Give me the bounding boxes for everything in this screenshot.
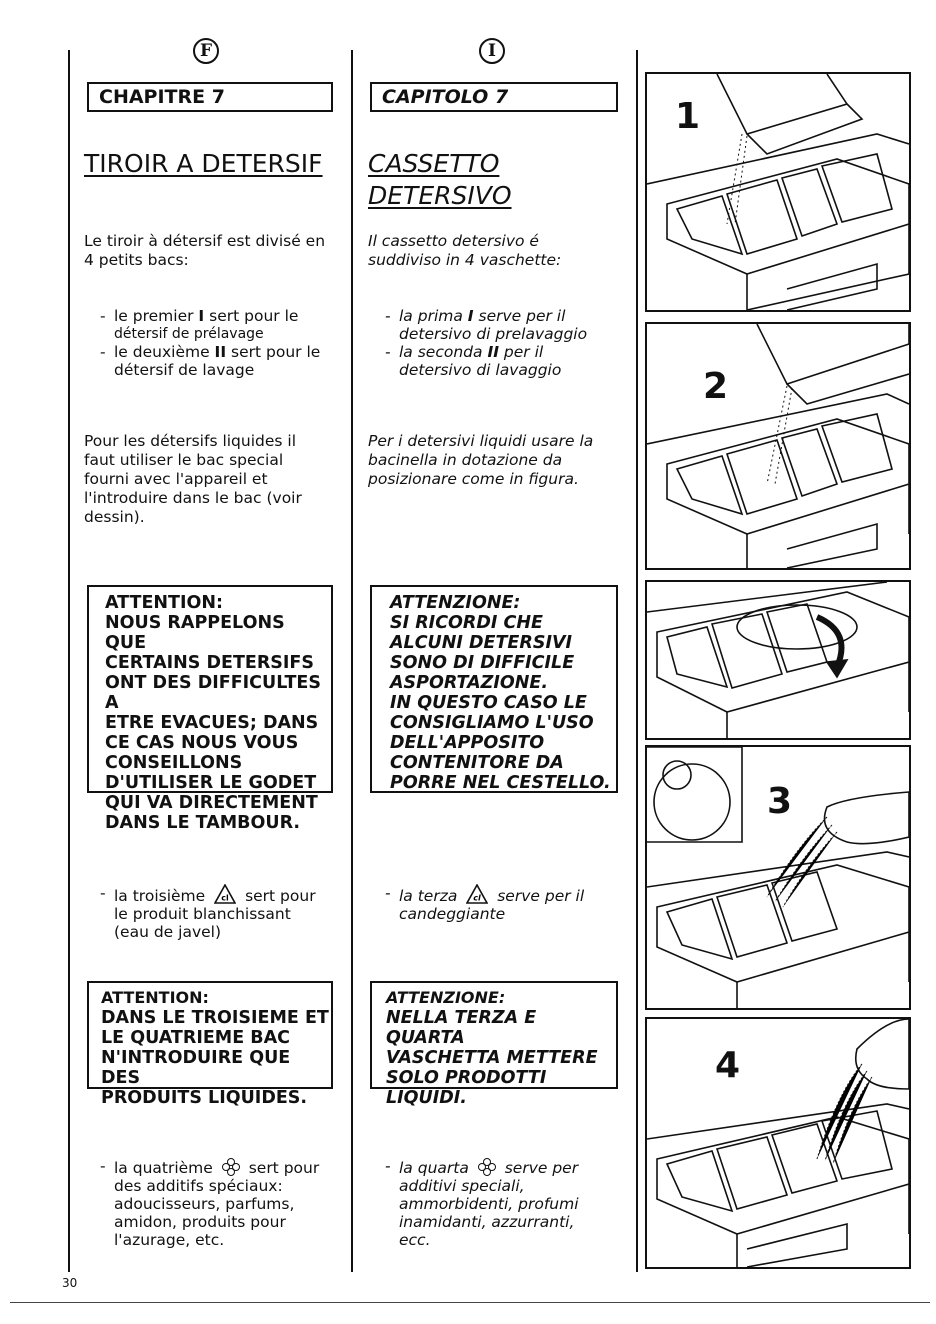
warning-triangle-icon xyxy=(466,884,488,904)
illustration-step-3 xyxy=(645,745,911,1010)
attention-box-french xyxy=(87,585,333,833)
attention-box-italian-liquids xyxy=(370,981,618,1108)
flower-icon xyxy=(477,1157,497,1177)
illustration-liquid-container xyxy=(645,580,911,740)
column-divider-left xyxy=(68,50,70,1272)
detergent-drawer-illustration xyxy=(647,1019,909,1267)
compartment-list-italian xyxy=(385,307,630,379)
warning-triangle-icon xyxy=(214,884,236,904)
intro-text-french: Le tiroir à détersif est divisé en 4 petits bacs: xyxy=(84,232,326,269)
step-number-1: 1 xyxy=(675,96,701,137)
fourth-compartment-french xyxy=(100,1157,345,1249)
step-number-2: 2 xyxy=(703,366,729,407)
intro-text-italian: Il cassetto detersivo é suddiviso in 4 vaschette: xyxy=(368,232,562,269)
liquid-note-italian: Per i detersivi liquidi usare la bacinella in dotazione da posizionare come in figura. xyxy=(368,432,594,488)
attention-heading: ATTENZIONE: xyxy=(386,988,506,1007)
list-item: - le deuxième II sert pour le détersif de lavage xyxy=(100,343,345,379)
attention-body: DANS LE TROISIEME ET LE QUATRIEME BAC N'INTRODUIRE QUE DES PRODUITS LIQUIDES. xyxy=(101,1008,329,1108)
illustration-step-4 xyxy=(645,1017,911,1269)
attention-heading: ATTENZIONE: xyxy=(390,593,521,613)
attention-heading: ATTENTION: xyxy=(105,593,224,613)
step-number-4: 4 xyxy=(715,1045,741,1086)
list-item: - la prima I serve per il detersivo di prelavaggio xyxy=(385,307,630,343)
fourth-compartment-italian xyxy=(385,1157,630,1249)
list-item: - la seconda II per il detersivo di lavaggio xyxy=(385,343,630,379)
svg-text:cl: cl xyxy=(221,893,229,903)
liquid-note-french: Pour les détersifs liquides il faut utiliser le bac special fourni avec l'appareil et l'introduire dans le bac (voir dessin). xyxy=(84,432,302,526)
detergent-drawer-illustration xyxy=(647,324,909,568)
list-item: - la terza cl serve per il candeggiante xyxy=(385,884,630,923)
attention-body: NOUS RAPPELONS QUE CERTAINS DETERSIFS ONT DES DIFFICULTES A ETRE EVACUES; DANS CE CAS NOUS VOUS CONSEILLONS D'UTILISER LE GODET QUI VA DIRECTEMENT DANS LE TAMBOUR. xyxy=(105,613,321,833)
list-item: - la quarta serve per additivi speciali, ammorbidenti, profumi inamidanti, azzurranti, ecc. xyxy=(385,1157,630,1249)
column-divider-middle xyxy=(351,50,353,1272)
section-title-italian: CASSETTO DETERSIVO xyxy=(368,149,512,210)
list-item: - la troisième cl sert pour le produit blanchissant (eau de javel) xyxy=(100,884,345,941)
attention-box-french-liquids xyxy=(87,981,333,1108)
section-title-french: TIROIR A DETERSIF xyxy=(84,149,323,178)
attention-heading: ATTENTION: xyxy=(101,988,209,1007)
third-compartment-french xyxy=(100,884,345,941)
column-divider-right xyxy=(636,50,638,1272)
chapter-header-french: CHAPITRE 7 xyxy=(87,82,333,112)
language-marker-french: F xyxy=(193,38,219,64)
attention-box-italian xyxy=(370,585,618,793)
illustration-step-2 xyxy=(645,322,911,570)
illustration-step-1 xyxy=(645,72,911,312)
flower-icon xyxy=(221,1157,241,1177)
step-number-3: 3 xyxy=(767,781,793,822)
attention-body: SI RICORDI CHE ALCUNI DETERSIVI SONO DI DIFFICILE ASPORTAZIONE. IN QUESTO CASO LE CONSIGLIAMO L'USO DELL'APPOSITO CONTENITORE DA PORRE NEL CESTELLO. xyxy=(390,613,611,793)
svg-text:cl: cl xyxy=(473,893,482,903)
compartment-list-french xyxy=(100,307,345,379)
third-compartment-italian xyxy=(385,884,630,923)
bottom-rule xyxy=(10,1302,930,1303)
attention-body: NELLA TERZA E QUARTA VASCHETTA METTERE SOLO PRODOTTI LIQUIDI. xyxy=(386,1008,598,1108)
list-item: - le premier I sert pour le détersif de prélavage xyxy=(100,307,345,343)
detergent-drawer-illustration xyxy=(647,582,909,738)
page-number: 30 xyxy=(62,1276,78,1290)
list-item: - la quatrième sert pour des additifs spéciaux: adoucisseurs, parfums, amidon, produits pour l'azurage, etc. xyxy=(100,1157,345,1249)
language-marker-italian: I xyxy=(479,38,505,64)
chapter-header-italian: CAPITOLO 7 xyxy=(370,82,618,112)
